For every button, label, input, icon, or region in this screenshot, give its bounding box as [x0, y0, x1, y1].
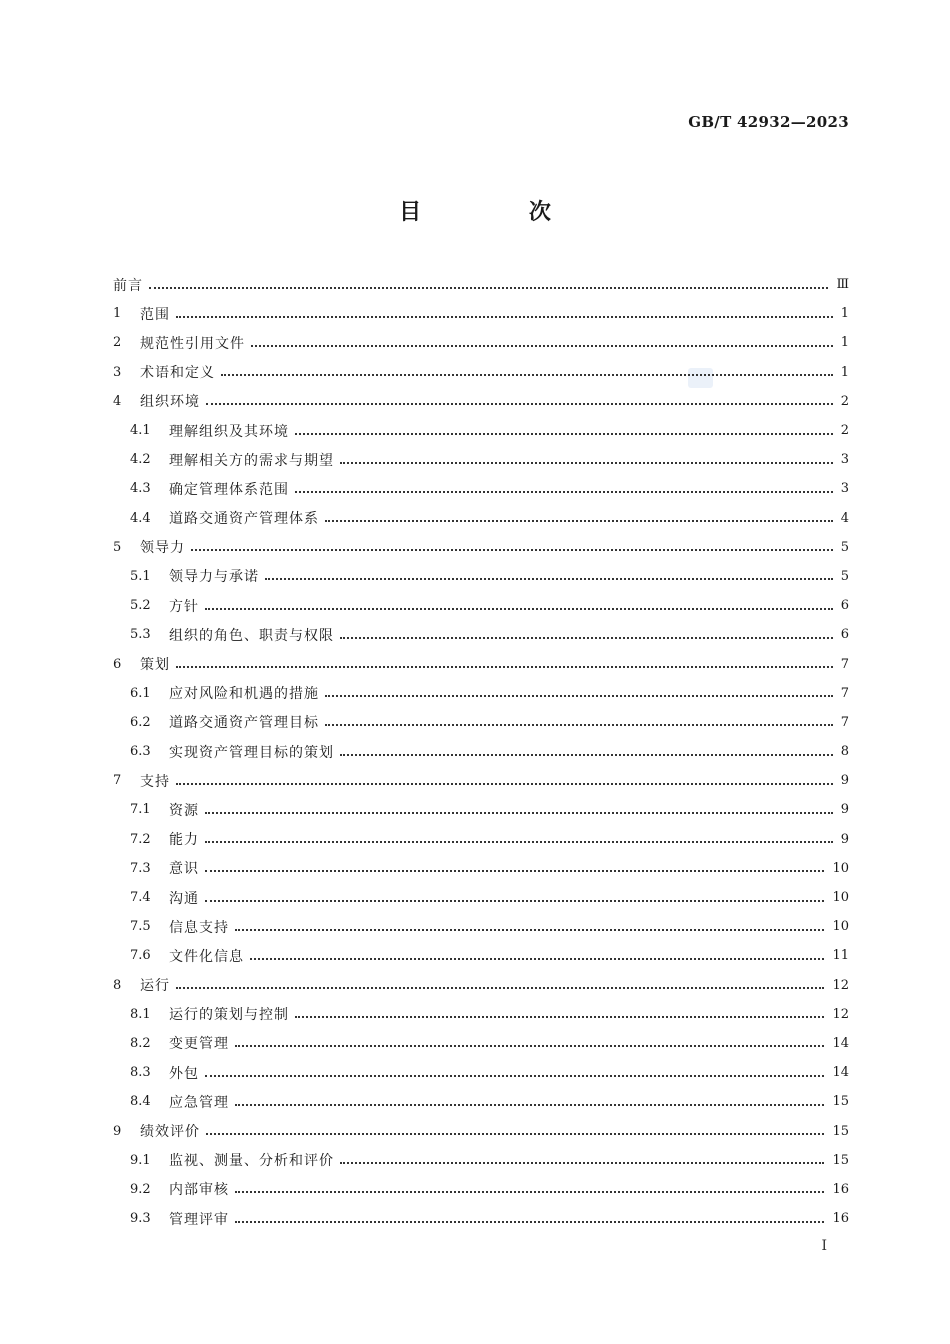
toc-entry-label: 确定管理体系范围: [169, 481, 289, 498]
toc-entry-page: 15: [832, 1123, 849, 1139]
toc-entry-number: 9.3: [130, 1211, 151, 1227]
toc-entry-page: 16: [832, 1211, 849, 1227]
dot-leader: [340, 637, 833, 639]
dot-leader: [235, 1104, 824, 1106]
toc-entry-number: 5.1: [130, 568, 151, 584]
toc-entry[interactable]: [113, 679, 849, 708]
dot-leader: [176, 666, 833, 668]
toc-entry-number: 7: [113, 773, 122, 789]
dot-leader: [325, 695, 833, 697]
toc-entry[interactable]: [113, 795, 849, 824]
dot-leader: [340, 1162, 824, 1164]
toc-entry[interactable]: [113, 387, 849, 416]
toc-entry[interactable]: [113, 1204, 849, 1233]
toc-entry[interactable]: [113, 533, 849, 562]
toc-entry-page: 12: [832, 977, 849, 993]
toc-entry-number: 7.1: [130, 802, 151, 818]
toc-entry-number: 1: [113, 306, 122, 322]
toc-entry-page: 14: [832, 1035, 849, 1051]
toc-entry[interactable]: [113, 1175, 849, 1204]
toc-entry-page: 16: [832, 1181, 849, 1197]
toc-entry-label: 领导力: [140, 540, 185, 557]
standard-code: GB/T 42932—2023: [688, 113, 849, 131]
toc-entry-label: 信息支持: [169, 919, 229, 936]
toc-entry-label: 方针: [169, 598, 199, 615]
toc-entry-number: 6.3: [130, 744, 151, 760]
page-title: 目 次: [399, 200, 601, 225]
toc-entry-number: 9.2: [130, 1181, 151, 1197]
toc-entry[interactable]: [113, 474, 849, 503]
toc-entry-number: 5.3: [130, 627, 151, 643]
toc-entry[interactable]: [113, 649, 849, 678]
dot-leader: [235, 1191, 824, 1193]
toc-entry-page: 9: [840, 802, 849, 818]
toc-entry-page: 14: [832, 1065, 849, 1081]
toc-entry[interactable]: [113, 766, 849, 795]
toc-entry-page: 7: [840, 656, 849, 672]
toc-entry[interactable]: [113, 737, 849, 766]
toc-entry[interactable]: [113, 299, 849, 328]
toc-entry-number: 4.1: [130, 423, 151, 439]
toc-entry-number: 7.6: [130, 948, 151, 964]
toc-entry-label: 策划: [140, 657, 170, 674]
dot-leader: [340, 462, 833, 464]
toc-entry[interactable]: [113, 912, 849, 941]
toc-entry[interactable]: [113, 358, 849, 387]
toc-entry-number: 4.4: [130, 510, 151, 526]
toc-entry[interactable]: [113, 562, 849, 591]
dot-leader: [295, 1016, 824, 1018]
dot-leader: [295, 433, 833, 435]
dot-leader: [205, 1075, 824, 1077]
toc-entry[interactable]: [113, 708, 849, 737]
toc-entry-label: 规范性引用文件: [140, 335, 245, 352]
dot-leader: [149, 287, 828, 289]
dot-leader: [251, 345, 833, 347]
toc-entry-number: 4: [113, 393, 122, 409]
toc-entry-number: 5: [113, 539, 122, 555]
dot-leader: [205, 841, 833, 843]
toc-entry-page: 15: [832, 1152, 849, 1168]
toc-entry[interactable]: [113, 1116, 849, 1145]
toc-entry[interactable]: [113, 504, 849, 533]
toc-entry-label: 领导力与承诺: [169, 569, 259, 586]
toc-entry-page: 5: [840, 539, 849, 555]
toc-entry[interactable]: [113, 1058, 849, 1087]
toc-entry-number: 5.2: [130, 598, 151, 614]
toc-entry[interactable]: [113, 854, 849, 883]
dot-leader: [235, 1221, 824, 1223]
dot-leader: [205, 812, 833, 814]
toc-entry-label: 应对风险和机遇的措施: [169, 686, 319, 703]
dot-leader: [191, 549, 833, 551]
toc-entry-label: 理解相关方的需求与期望: [169, 452, 334, 469]
toc-entry[interactable]: [113, 883, 849, 912]
toc-entry[interactable]: [113, 971, 849, 1000]
dot-leader: [205, 608, 833, 610]
toc-entry-label: 管理评审: [169, 1211, 229, 1228]
toc-entry-label: 文件化信息: [169, 948, 244, 965]
toc-entry-page: 4: [840, 510, 849, 526]
toc-entry-label: 组织环境: [140, 394, 200, 411]
dot-leader: [340, 754, 833, 756]
toc-entry-label: 运行的策划与控制: [169, 1007, 289, 1024]
dot-leader: [235, 929, 824, 931]
toc-entry-page: 1: [840, 306, 849, 322]
toc-entry-label: 意识: [169, 861, 199, 878]
toc-entry[interactable]: [113, 1029, 849, 1058]
toc-entry-number: 9: [113, 1123, 122, 1139]
toc-entry[interactable]: [113, 328, 849, 357]
toc-entry-number: 6.1: [130, 685, 151, 701]
toc-entry-number: 4.2: [130, 452, 151, 468]
toc-entry-number: 7.3: [130, 860, 151, 876]
toc-entry-page: 8: [840, 744, 849, 760]
toc-entry-page: 12: [832, 1006, 849, 1022]
toc-entry-label: 组织的角色、职责与权限: [169, 627, 334, 644]
toc-entry[interactable]: [113, 1146, 849, 1175]
dot-leader: [205, 870, 824, 872]
toc-entry-number: 8.4: [130, 1094, 151, 1110]
dot-leader: [265, 578, 833, 580]
toc-entry-label: 资源: [169, 802, 199, 819]
toc-entry[interactable]: [113, 445, 849, 474]
toc-entry[interactable]: [113, 416, 849, 445]
toc-entry[interactable]: [113, 591, 849, 620]
toc-entry-number: 7.2: [130, 831, 151, 847]
toc-entry-label: 范围: [140, 306, 170, 323]
toc-entry-number: 7.5: [130, 919, 151, 935]
toc-entry-label: 监视、测量、分析和评价: [169, 1153, 334, 1170]
dot-leader: [295, 491, 833, 493]
toc-entry-page: 10: [832, 890, 849, 906]
toc-entry-label: 沟通: [169, 890, 199, 907]
toc-entry-label: 前言: [113, 277, 143, 294]
toc-entry[interactable]: [113, 1087, 849, 1116]
dot-leader: [325, 724, 833, 726]
toc-entry-page: 3: [840, 452, 849, 468]
toc-entry-number: 7.4: [130, 890, 151, 906]
toc-entry-label: 术语和定义: [140, 365, 215, 382]
dot-leader: [250, 958, 824, 960]
toc-entry-number: 3: [113, 364, 122, 380]
toc-entry-label: 应急管理: [169, 1094, 229, 1111]
toc-entry-page: 11: [832, 948, 849, 964]
dot-leader: [205, 900, 824, 902]
toc-entry-page: 6: [840, 627, 849, 643]
toc-entry-page: 6: [840, 598, 849, 614]
dot-leader: [176, 316, 833, 318]
toc-entry-number: 8.3: [130, 1065, 151, 1081]
toc-entry-label: 支持: [140, 773, 170, 790]
dot-leader: [176, 783, 833, 785]
toc-entry-label: 内部审核: [169, 1182, 229, 1199]
toc-entry-number: 6: [113, 656, 122, 672]
page-number: I: [821, 1238, 827, 1254]
toc-entry-page: 2: [840, 423, 849, 439]
toc-entry-page: 7: [840, 714, 849, 730]
toc-entry[interactable]: [113, 620, 849, 649]
toc-entry-label: 道路交通资产管理体系: [169, 511, 319, 528]
toc-entry-number: 8.2: [130, 1035, 151, 1051]
toc-entry-number: 9.1: [130, 1152, 151, 1168]
toc-entry[interactable]: [113, 941, 849, 970]
dot-leader: [221, 374, 833, 376]
toc-entry-label: 理解组织及其环境: [169, 423, 289, 440]
toc-entry-number: 8: [113, 977, 122, 993]
toc-entry-page: 5: [840, 568, 849, 584]
toc-entry-page: 2: [840, 393, 849, 409]
toc-entry-number: 4.3: [130, 481, 151, 497]
toc-entry[interactable]: [113, 825, 849, 854]
toc-entry-page: 9: [840, 831, 849, 847]
toc-entry[interactable]: [113, 270, 849, 299]
dot-leader: [206, 1133, 824, 1135]
toc-entry-page: 15: [832, 1094, 849, 1110]
toc-entry-number: 6.2: [130, 714, 151, 730]
toc-entry-number: 8.1: [130, 1006, 151, 1022]
toc-entry-label: 绩效评价: [140, 1124, 200, 1141]
toc-entry-label: 实现资产管理目标的策划: [169, 744, 334, 761]
toc-entry-label: 外包: [169, 1065, 199, 1082]
toc-entry-label: 能力: [169, 832, 199, 849]
toc-entry-label: 道路交通资产管理目标: [169, 715, 319, 732]
toc-entry-page: 10: [832, 860, 849, 876]
toc-entry-label: 变更管理: [169, 1036, 229, 1053]
toc-entry-page: Ⅲ: [836, 277, 849, 293]
dot-leader: [176, 987, 824, 989]
toc-entry-number: 2: [113, 335, 122, 351]
toc-entry-page: 10: [832, 919, 849, 935]
toc-entry[interactable]: [113, 1000, 849, 1029]
dot-leader: [325, 520, 833, 522]
toc-entry-page: 7: [840, 685, 849, 701]
toc-entry-page: 1: [840, 364, 849, 380]
dot-leader: [206, 403, 833, 405]
toc-entry-page: 3: [840, 481, 849, 497]
toc-entry-label: 运行: [140, 978, 170, 995]
toc-entry-page: 9: [840, 773, 849, 789]
toc-entry-page: 1: [840, 335, 849, 351]
dot-leader: [235, 1045, 824, 1047]
table-of-contents: [113, 270, 849, 1233]
